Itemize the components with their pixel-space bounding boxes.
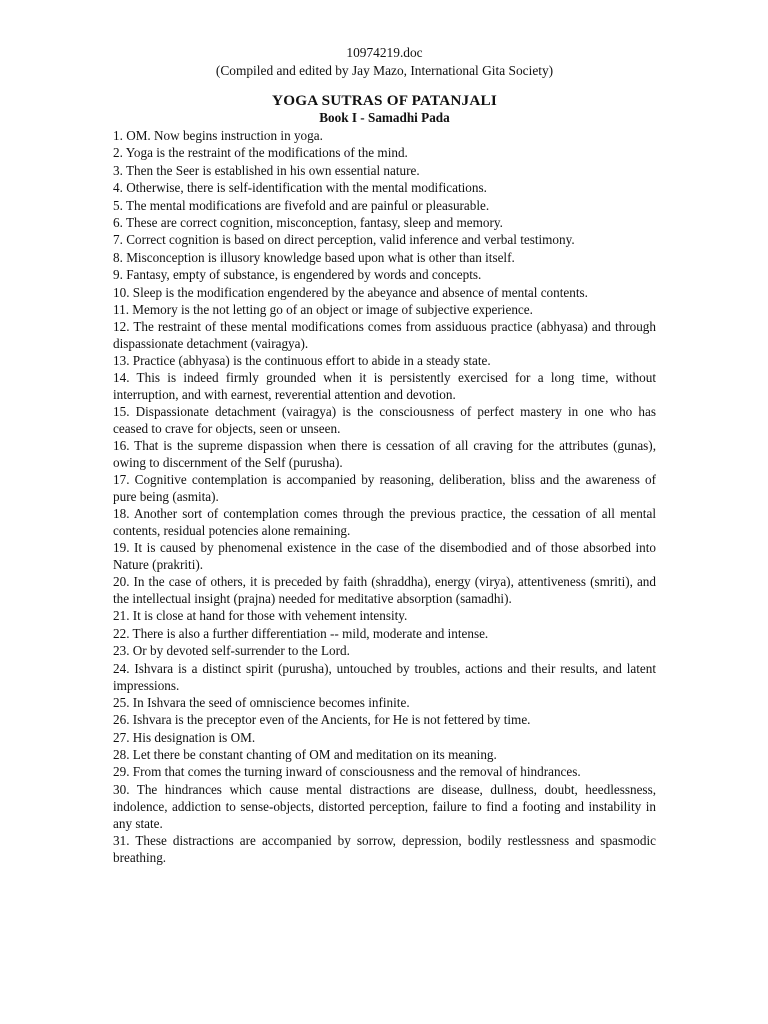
sutra-item: 29. From that comes the turning inward of consciousness and the removal of hindrances. [113, 764, 581, 780]
sutra-item: 18. Another sort of contemplation comes through the previous practice, the cessation of all mental contents, residual potencies alone remaining. [113, 506, 656, 539]
sutra-item: 3. Then the Seer is established in his own essential nature. [113, 162, 420, 178]
sutra-item: 11. Memory is the not letting go of an object or image of subjective experience. [113, 301, 533, 317]
document-subtitle: Book I - Samadhi Pada [319, 110, 450, 125]
sutra-item: 16. That is the supreme dispassion when there is cessation of all craving for the attributes (gunas), owing to discernment of the Self (purusha). [113, 438, 656, 471]
sutra-item: 19. It is caused by phenomenal existence in the case of the disembodied and of those absorbed into Nature (prakriti). [113, 540, 656, 573]
sutra-item: 23. Or by devoted self-surrender to the Lord. [113, 643, 350, 659]
sutra-item: 28. Let there be constant chanting of OM and meditation on its meaning. [113, 746, 497, 762]
sutra-item: 6. These are correct cognition, misconception, fantasy, sleep and memory. [113, 215, 503, 231]
sutra-item: 25. In Ishvara the seed of omniscience becomes infinite. [113, 694, 410, 710]
sutra-item: 26. Ishvara is the preceptor even of the Ancients, for He is not fettered by time. [113, 712, 531, 728]
sutra-item: 17. Cognitive contemplation is accompanied by reasoning, deliberation, bliss and the awareness of pure being (asmita). [113, 472, 656, 505]
sutra-item: 24. Ishvara is a distinct spirit (purusha), untouched by troubles, actions and their results, and latent impressions. [113, 660, 656, 693]
sutra-item: 20. In the case of others, it is preceded by faith (shraddha), energy (virya), attentiveness (smriti), and the intellectual insight (prajna) needed for meditative absorption (samadhi). [113, 574, 656, 607]
sutra-item: 12. The restraint of these mental modifications comes from assiduous practice (abhyasa) and through dispassionate detachment (vairagya). [113, 319, 656, 352]
sutra-item: 13. Practice (abhyasa) is the continuous effort to abide in a steady state. [113, 353, 491, 369]
sutra-list [113, 127, 656, 866]
sutra-item: 1. OM. Now begins instruction in yoga. [113, 128, 323, 143]
sutra-item: 15. Dispassionate detachment (vairagya) is the consciousness of perfect mastery in one who has ceased to crave for objects, seen or unseen. [113, 404, 656, 437]
sutra-item: 5. The mental modifications are fivefold and are painful or pleasurable. [113, 197, 490, 213]
sutra-item: 30. The hindrances which cause mental distractions are disease, dullness, doubt, heedlessness, indolence, addiction to sense-objects, distorted perception, failure to find a footing and instability in any state. [113, 781, 656, 831]
sutra-item: 27. His designation is OM. [113, 729, 256, 745]
sutra-item: 22. There is also a further differentiation -- mild, moderate and intense. [113, 625, 489, 641]
document-filename: 10974219.doc [346, 45, 423, 60]
sutra-item: 10. Sleep is the modification engendered by the abeyance and absence of mental contents. [113, 284, 588, 300]
sutra-item: 2. Yoga is the restraint of the modifications of the mind. [113, 145, 408, 161]
sutra-item: 7. Correct cognition is based on direct perception, valid inference and verbal testimony. [113, 232, 575, 248]
sutra-item: 8. Misconception is illusory knowledge based upon what is other than itself. [113, 249, 515, 265]
document-title: YOGA SUTRAS OF PATANJALI [272, 92, 497, 109]
sutra-item: 4. Otherwise, there is self-identification with the mental modifications. [113, 180, 487, 196]
sutra-item: 9. Fantasy, empty of substance, is engendered by words and concepts. [113, 267, 482, 283]
document-credit: (Compiled and edited by Jay Mazo, International Gita Society) [215, 62, 554, 78]
sutra-item: 14. This is indeed firmly grounded when it is persistently exercised for a long time, without interruption, and with earnest, reverential attention and devotion. [113, 370, 656, 403]
sutra-item: 21. It is close at hand for those with vehement intensity. [113, 608, 408, 624]
sutra-item: 31. These distractions are accompanied by sorrow, depression, bodily restlessness and spasmodic breathing. [113, 832, 656, 865]
document-page [113, 44, 656, 866]
